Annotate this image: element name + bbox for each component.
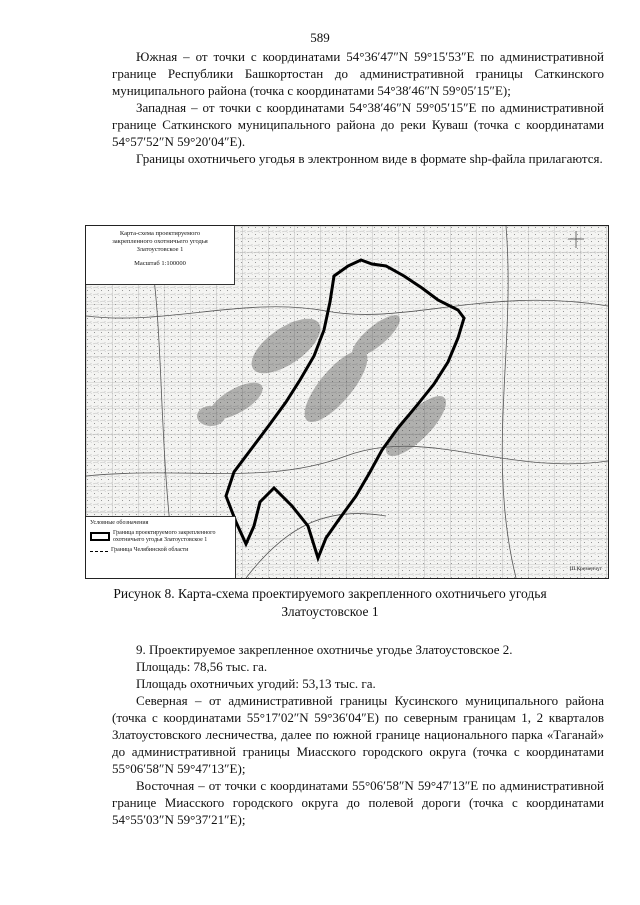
paragraph-west-boundary: Западная – от точки с координатами 54°38′46″N 59°05′15″E по административной границе Саткинского муниципального района до реки Куваш (точка с координатами 54°57′52″N 59°20′04″E).	[112, 100, 604, 149]
region-border-swatch-icon	[90, 551, 108, 552]
area-hunting: Площадь охотничьих угодий: 53,13 тыс. га.	[136, 676, 376, 691]
map-title-line-3: Златоустовское 1	[136, 246, 184, 253]
map-title-box	[86, 226, 235, 285]
section-heading: 9. Проектируемое закрепленное охотничье угодье Златоустовское 2.	[136, 642, 513, 657]
map-title-line-2: закрепленного охотничьего угодья	[112, 238, 208, 245]
map-place-label: Ш.Кременчуг	[569, 566, 602, 572]
legend-item-label: Граница проектируемого закрепленного охотничьего угодья Златоустовское 1	[113, 530, 216, 543]
paragraph-south-boundary: Южная – от точки с координатами 54°36′47″N 59°15′53″E по административной границе Республики Башкортостан до административной границы Саткинского муниципального района (точка с координатами 54°38′46″N 59°05′15″E);	[112, 49, 604, 98]
boundary-swatch-icon	[90, 532, 110, 541]
top-text-block	[112, 48, 604, 167]
paragraph-shp-note: Границы охотничьего угодья в электронном виде в формате shp-файла прилагаются.	[136, 151, 603, 166]
page-number: 589	[310, 30, 330, 45]
legend-title: Условные обозначения	[90, 520, 149, 526]
legend-item-region-border	[90, 547, 231, 554]
figure-caption	[100, 585, 560, 621]
area-total: Площадь: 78,56 тыс. га.	[136, 659, 268, 674]
map-figure	[85, 225, 609, 579]
map-legend	[86, 516, 236, 578]
caption-line-2: Златоустовское 1	[281, 604, 379, 619]
map-title-line-1: Карта-схема проектируемого	[119, 230, 201, 237]
bottom-text-block	[112, 641, 604, 828]
paragraph-east-boundary: Восточная – от точки с координатами 55°06′58″N 59°47′13″E по административной границе Миасского городского округа до полевой дороги (точка с координатами 54°55′03″N 59°37′21″E);	[112, 778, 604, 827]
map-scale: Масштаб 1:100000	[134, 260, 186, 267]
legend-item-boundary	[90, 530, 231, 544]
caption-line-1: Рисунок 8. Карта-схема проектируемого закрепленного охотничьего угодья	[113, 586, 547, 601]
legend-item-label: Граница Челябинской области	[111, 547, 189, 553]
paragraph-north-boundary: Северная – от административной границы Кусинского муниципального района (точка с координатами 55°17′02″N 59°36′04″E) по северным границам 1, 2 кварталов Златоустовского лесничества, далее по южной границе национального парка «Таганай» до административной границы Миасского городского округа (точка с координатами 55°06′58″N 59°47′13″E);	[112, 693, 604, 776]
